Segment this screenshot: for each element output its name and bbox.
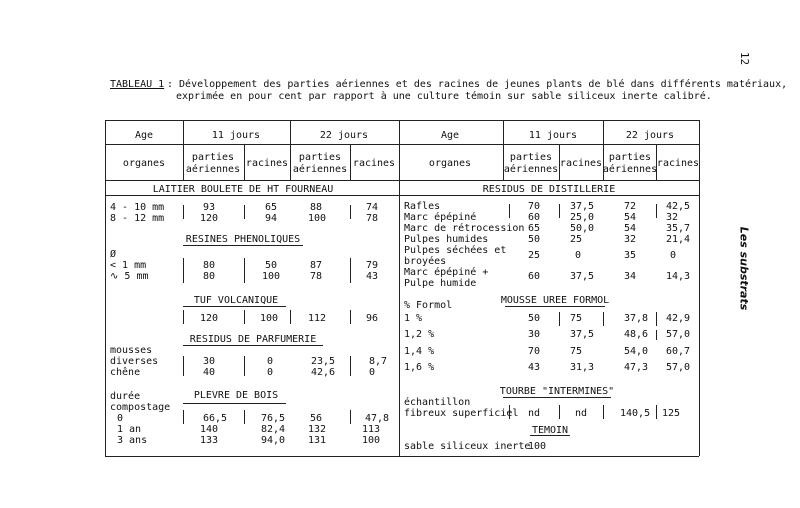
- header-racines: racines: [559, 158, 603, 169]
- header-aerial: aériennes: [185, 164, 241, 175]
- header-aerial: parties: [608, 152, 652, 163]
- header-aerial: aériennes: [503, 164, 559, 175]
- header-11-jours-left: 11 jours: [211, 130, 261, 141]
- header-aerial: parties: [509, 152, 553, 163]
- section-title-tuf: TUF VOLCANIQUE: [193, 295, 279, 306]
- row-label-mousses: mousses: [110, 345, 153, 356]
- header-aerial: aériennes: [292, 164, 348, 175]
- section-title-parfumerie: RESIDUS DE PARFUMERIE: [189, 334, 317, 345]
- header-aerial: parties: [191, 152, 235, 163]
- header-aerial: parties: [298, 152, 342, 163]
- section-title-plevre: PLEVRE DE BOIS: [193, 390, 279, 401]
- header-22-jours-right: 22 jours: [625, 130, 675, 141]
- caption-line1: : Développement des parties aériennes et des racines de jeunes plants de blé dans différents matériaux,: [167, 79, 788, 90]
- section-title-tourbe: TOURBE "INTERMINES": [499, 386, 615, 397]
- row-label-compostage: compostage: [110, 402, 171, 413]
- header-racines: racines: [352, 158, 396, 169]
- row-label-echantillon: échantillon: [404, 397, 471, 408]
- page-number: 12: [738, 51, 752, 66]
- header-age-left: Age: [134, 130, 154, 141]
- formol-label: % Formol: [404, 300, 453, 311]
- header-organes-left: organes: [122, 158, 166, 169]
- header-22-jours-left: 22 jours: [319, 130, 369, 141]
- section-title-temoin: TEMOIN: [531, 425, 569, 436]
- section-title-distillerie: RESIDUS DE DISTILLERIE: [482, 184, 616, 195]
- header-racines: racines: [656, 158, 700, 169]
- section-title-laitier: LAITIER BOULETE DE HT FOURNEAU: [152, 184, 334, 195]
- section-title-formol: MOUSSE UREE FORMOL: [500, 295, 610, 306]
- section-title-resines: RESINES PHENOLIQUES: [185, 234, 301, 245]
- header-11-jours-right: 11 jours: [528, 130, 578, 141]
- side-label: Les substrats: [737, 226, 751, 311]
- row-label-duree: durée: [110, 391, 141, 402]
- caption-label: TABLEAU 1: [110, 79, 165, 90]
- phi-symbol: Ø: [110, 249, 117, 260]
- caption-line2: exprimée en pour cent par rapport à une culture témoin sur sable siliceux inerte calibré.: [176, 91, 712, 102]
- header-organes-right: organes: [428, 158, 472, 169]
- header-racines: racines: [245, 158, 289, 169]
- header-aerial: aériennes: [602, 164, 658, 175]
- header-age-right: Age: [440, 130, 460, 141]
